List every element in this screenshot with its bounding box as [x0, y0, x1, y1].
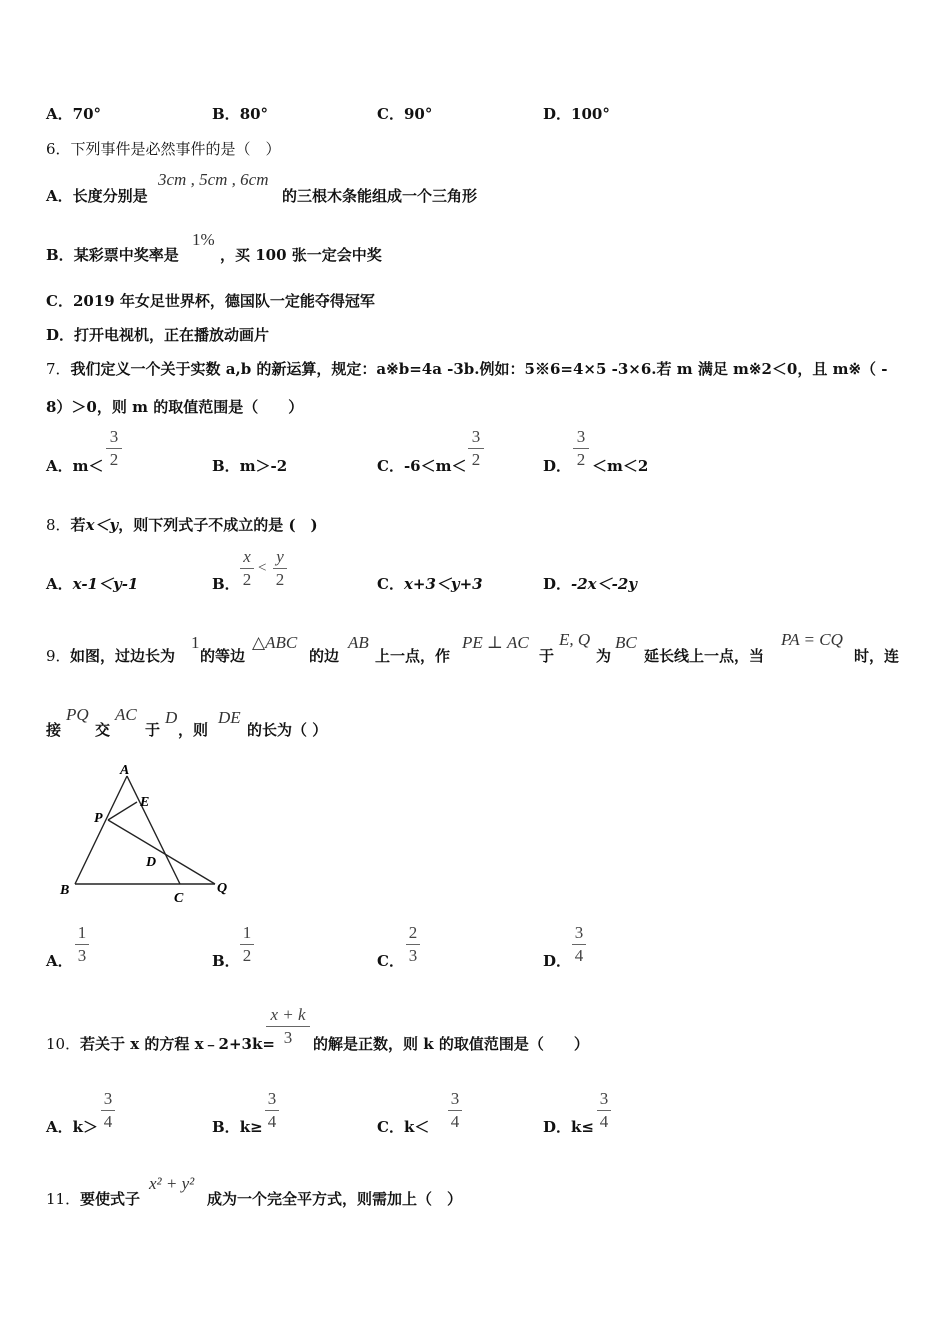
- label-a: A: [120, 763, 130, 778]
- q9-math-3: AB: [348, 633, 369, 652]
- label-c: C: [174, 891, 184, 906]
- label-q: Q: [217, 881, 228, 896]
- q9-text-10: 交: [95, 721, 111, 739]
- q9-text-6: 为: [596, 647, 612, 665]
- q9-math-9: AC: [115, 705, 137, 724]
- q9-text-8: 时，连: [854, 647, 900, 665]
- q7-option-d-label: D．: [543, 457, 572, 475]
- q9-a-fraction: 1 3: [75, 924, 89, 965]
- label-e: E: [140, 795, 150, 810]
- q11-text-pre: 要使式子: [80, 1190, 141, 1208]
- label-b: B: [60, 883, 70, 898]
- q7-option-b: B．m＞-2: [212, 457, 288, 475]
- q9-text-9: 接: [46, 721, 62, 739]
- q7-a-fraction: 3 2: [106, 428, 122, 469]
- q7-option-c: C．-6＜m＜: [377, 457, 467, 475]
- label-d: D: [146, 855, 157, 870]
- q8-b-fraction-left: x 2: [240, 548, 254, 589]
- q9-math-4: PE ⊥ AC: [462, 633, 529, 652]
- q9-text-13: 的长为（ ）: [247, 721, 328, 739]
- q9-text-7: 延长线上一点，当: [644, 647, 765, 665]
- q6-option-b: B．某彩票中奖率是: [46, 246, 179, 264]
- q9-math-7: PA = CQ: [781, 630, 843, 649]
- q7-d-fraction: 3 2: [573, 428, 589, 469]
- q9-text-4: 上一点，作: [375, 647, 451, 665]
- q8-stem: 8．若x＜y，则下列式子不成立的是 ( ): [46, 516, 318, 534]
- q9-text-12: ，则: [178, 721, 209, 739]
- q5-option-d: D．100°: [543, 105, 610, 123]
- q9-math-6: BC: [615, 633, 637, 652]
- q7-c-fraction: 3 2: [468, 428, 484, 469]
- q10-b-fraction: 3 4: [265, 1090, 279, 1131]
- q9-number: 9．: [46, 647, 71, 665]
- q7-stem-line2: 8）＞0，则 m 的取值范围是（ ）: [46, 398, 304, 416]
- q8-option-d: D．-2x＜-2y: [543, 575, 637, 593]
- q8-b-fraction-right: y 2: [273, 548, 287, 589]
- q5-option-a: A．70°: [46, 105, 102, 123]
- q7-option-a: A．m＜: [46, 457, 104, 475]
- q11-math: x² + y²: [149, 1174, 195, 1193]
- q9-text-2: 的等边: [200, 647, 246, 665]
- q9-option-d-label: D．: [543, 952, 572, 970]
- q6-a-math: 3cm , 5cm , 6cm: [158, 170, 269, 189]
- side-ab: [75, 776, 127, 884]
- q9-text-3: 的边: [309, 647, 340, 665]
- q11-number: 11．: [46, 1190, 81, 1208]
- q9-text-1: 如图，过边长为: [70, 647, 176, 665]
- q9-c-fraction: 2 3: [406, 924, 420, 965]
- q9-math-11: DE: [218, 708, 241, 727]
- label-p: P: [94, 811, 103, 826]
- q9-text-5: 于: [539, 647, 555, 665]
- q8-option-b-label: B．: [212, 575, 240, 593]
- q10-c-fraction: 3 4: [448, 1090, 462, 1131]
- q6-option-a-post: 的三根木条能组成一个三角形: [282, 187, 478, 205]
- q5-option-c: C．90°: [377, 105, 433, 123]
- q6-option-a: A．长度分别是: [46, 187, 148, 205]
- q11-text-post: 成为一个完全平方式，则需加上（ ）: [207, 1190, 463, 1208]
- q10-option-d: D．k≤: [543, 1118, 594, 1136]
- q9-math-8: PQ: [66, 705, 89, 724]
- q10-text-pre: 若关于 x 的方程 x﹣2+3k=: [80, 1035, 275, 1053]
- q9-option-a-label: A．: [46, 952, 73, 970]
- q8-option-a: A．x-1＜y-1: [46, 575, 139, 593]
- line-pq: [108, 820, 215, 884]
- q9-math-2: △ABC: [252, 633, 298, 652]
- q10-d-fraction: 3 4: [597, 1090, 611, 1131]
- line-pe: [108, 802, 137, 820]
- q5-option-b: B．80°: [212, 105, 269, 123]
- q6-option-b-post: ，买 100 张一定会中奖: [220, 246, 382, 264]
- q10-number: 10．: [46, 1035, 81, 1053]
- q9-math-5: E, Q: [559, 630, 591, 649]
- q9-math-10: D: [165, 708, 178, 727]
- q10-a-fraction: 3 4: [101, 1090, 115, 1131]
- q7-option-d-post: ＜m＜2: [592, 457, 649, 475]
- q10-option-a: A．k＞: [46, 1118, 99, 1136]
- q9-b-fraction: 1 2: [240, 924, 254, 965]
- q6-stem: 6．下列事件是必然事件的是（ ）: [46, 140, 281, 158]
- q6-b-math: 1%: [192, 230, 215, 249]
- q9-math-1: 1: [191, 633, 200, 652]
- q10-fraction: x + k 3: [266, 1006, 310, 1047]
- q8-option-c: C．x+3＜y+3: [377, 575, 483, 593]
- q9-d-fraction: 3 4: [572, 924, 586, 965]
- q9-option-b-label: B．: [212, 952, 240, 970]
- q8-b-less-than: <: [258, 560, 267, 576]
- q10-option-b: B．k≥: [212, 1118, 263, 1136]
- q6-option-d: D．打开电视机，正在播放动画片: [46, 326, 270, 344]
- q6-option-c: C．2019 年女足世界杯，德国队一定能夺得冠军: [46, 292, 375, 310]
- q9-option-c-label: C．: [377, 952, 404, 970]
- q7-stem-line1: 7．我们定义一个关于实数 a,b 的新运算，规定：a※b=4a -3b.例如：5※6=4×5 -3×6.若 m 满足 m※2＜0，且 m※（ -: [46, 360, 888, 378]
- q10-option-c: C．k＜: [377, 1118, 430, 1136]
- q10-text-post: 的解是正数，则 k 的取值范围是（ ）: [313, 1035, 589, 1053]
- q9-text-11: 于: [145, 721, 161, 739]
- q9-triangle-figure: [50, 762, 250, 912]
